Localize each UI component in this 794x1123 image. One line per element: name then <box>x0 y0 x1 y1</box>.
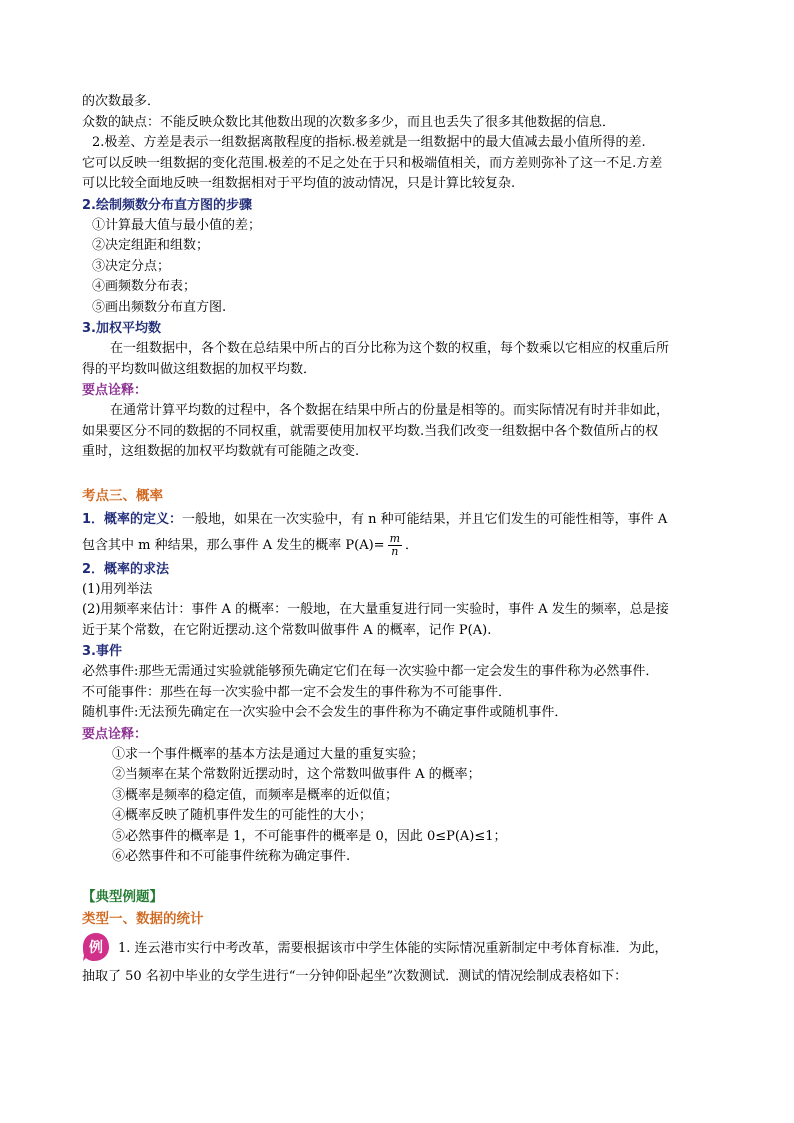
text-line: 不可能事件：那些在每一次实验中都一定不会发生的事件称为不可能事件． <box>82 684 512 700</box>
text-line: 得的平均数叫做这组数据的加权平均数． <box>82 361 317 377</box>
text-line: (2)用频率来估计：事件 A 的概率：一般地，在大量重复进行同一实验时，事件 A 发生的频率，总是接 <box>82 602 669 617</box>
step-item: ③决定分点； <box>92 258 171 274</box>
text-line: 在通常计算平均数的过程中，各个数据在结果中所占的份量是相等的。而实际情况有时并非如此， <box>110 403 670 418</box>
text-line: 它可以反映一组数据的变化范围.极差的不足之处在于只和极端值相关，而方差则弥补了这一不足.方差 <box>82 155 663 171</box>
weighted-mean-heading: 3.加权平均数 <box>82 321 161 336</box>
definition-end: ． <box>405 537 419 553</box>
note-item: ③概率是频率的稳定值，而频率是概率的近似值； <box>112 787 399 803</box>
step-item: ⑤画出频数分布直方图. <box>92 299 227 315</box>
definition-text-2: 包含其中 m 种结果，那么事件 A 发生的概率 P(A)= <box>82 537 385 553</box>
text-line: (1)用列举法 <box>82 581 153 597</box>
note-item: ⑤必然事件的概率是 1，不可能事件的概率是 0，因此 0≤P(A)≤1； <box>112 828 507 844</box>
examples-heading: 【典型例题】 <box>82 888 163 905</box>
example-1-text: 1. 连云港市实行中考改革，需要根据该市中学生体能的实际情况重新制定中考体育标准．为此， <box>118 940 668 956</box>
key-points-heading-2: 要点诠释： <box>82 726 148 742</box>
example-type-heading: 类型一、数据的统计 <box>82 910 204 927</box>
example-badge-icon <box>82 932 110 962</box>
text-line: 近于某个常数，在它附近摆动.这个常数叫做事件 A 的概率，记作 P(A). <box>82 622 492 638</box>
text-line: 2.极差、方差是表示一组数据离散程度的指标.极差就是一组数据中的最大值减去最小值所得的差. <box>92 135 646 150</box>
definition-label: 1．概率的定义： <box>82 511 183 527</box>
document-page <box>82 92 718 990</box>
text-line: 随机事件:无法预先确定在一次实验中会不会发生的事件称为不确定事件或随机事件． <box>82 705 568 720</box>
text-line: 重时，这组数据的加权平均数就有可能随之改变. <box>82 444 360 459</box>
text-line: 抽取了 50 名初中毕业的女学生进行“一分钟仰卧起坐”次数测试．测试的情况绘制成表格如下： <box>82 968 628 984</box>
histogram-heading: 2.绘制频数分布直方图的步骤 <box>82 197 252 213</box>
fraction-m-over-n <box>388 533 402 558</box>
note-item: ②当频率在某个常数附近摆动时，这个常数叫做事件 A 的概率； <box>112 767 481 782</box>
note-item: ④概率反映了随机事件发生的可能性的大小； <box>112 808 373 823</box>
example-badge-label: 例 <box>89 939 103 956</box>
text-line: 必然事件:那些无需通过实验就能够预先确定它们在每一次实验中都一定会发生的事件称为必然事件． <box>82 664 659 679</box>
text-line: 的次数最多． <box>82 94 161 109</box>
note-item: ①求一个事件概率的基本方法是通过大量的重复实验； <box>112 746 425 762</box>
fraction-denominator: n <box>391 544 399 558</box>
method-heading: 2．概率的求法 <box>82 561 170 577</box>
histogram-steps <box>82 216 718 319</box>
definition-line-2 <box>82 533 718 559</box>
example-1-row <box>82 930 718 964</box>
definition-text: 一般地，如果在一次实验中，有 n 种可能结果，并且它们发生的可能性相等，事件 A <box>182 511 668 527</box>
text-line: 如果要区分不同的数据的不同权重，就需要使用加权平均数.当我们改变一组数据中各个数值所占的权 <box>82 423 659 439</box>
step-item: ①计算最大值与最小值的差； <box>92 217 262 233</box>
step-item: ②决定组距和组数； <box>92 238 210 253</box>
note-item: ⑥必然事件和不可能事件统称为确定事件. <box>112 849 351 864</box>
text-line: 在一组数据中，各个数在总结果中所占的百分比称为这个数的权重，每个数乘以它相应的权重后所 <box>110 341 670 356</box>
key-points-heading: 要点诠释： <box>82 383 148 398</box>
probability-section-heading: 考点三、概率 <box>82 487 163 504</box>
text-line: 众数的缺点：不能反映众数比其他数出现的次数多多少，而且也丢失了很多其他数据的信息． <box>82 114 616 130</box>
step-item: ④画频数分布表； <box>92 279 197 294</box>
fraction-numerator: m <box>389 531 400 545</box>
definition-line <box>82 507 718 533</box>
text-line: 可以比较全面地反映一组数据相对于平均值的波动情况，只是计算比较复杂. <box>82 176 516 191</box>
event-heading: 3.事件 <box>82 644 122 659</box>
